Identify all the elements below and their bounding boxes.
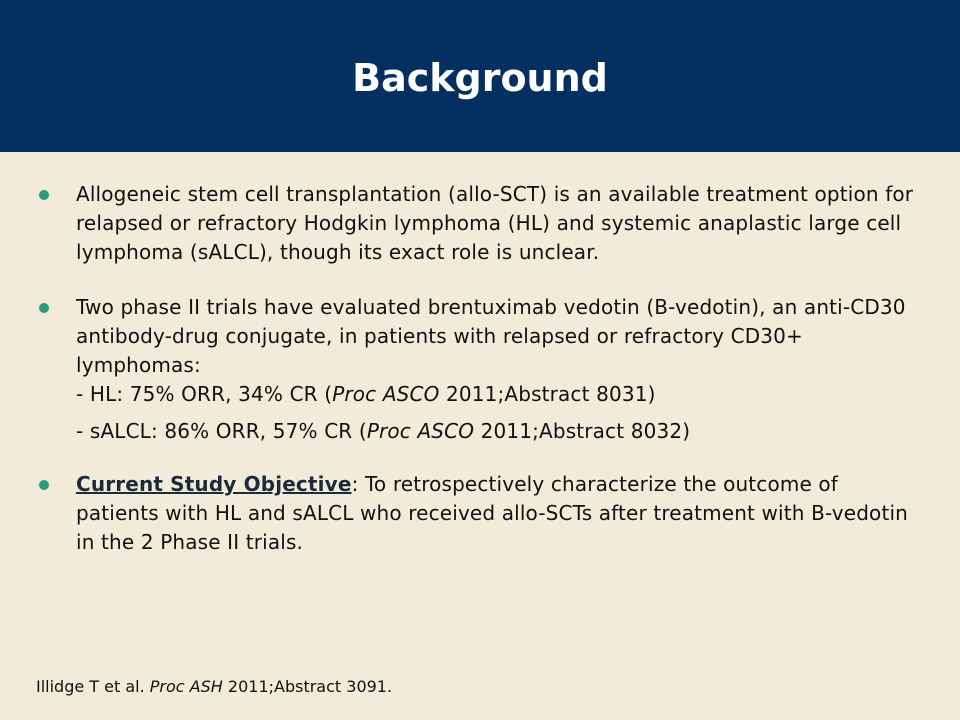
sub-item-suffix: 2011;Abstract 8032) [474, 419, 691, 443]
sub-item-prefix: - sALCL: 86% ORR, 57% CR ( [76, 419, 367, 443]
sub-item-prefix: - HL: 75% ORR, 34% CR ( [76, 382, 333, 406]
bullet-item [36, 180, 916, 267]
sub-item-hl [76, 380, 916, 409]
sub-item-suffix: 2011;Abstract 8031) [439, 382, 656, 406]
journal-name: Proc ASCO [332, 382, 440, 406]
bullet-list [36, 176, 916, 557]
bullet-dot-icon [39, 480, 49, 490]
citation-journal: Proc ASH [149, 677, 223, 696]
bullet-item [36, 470, 916, 557]
bullet-text: Two phase II trials have evaluated brentuximab vedotin (B-vedotin), an anti-CD30 antibody-drug conjugate, in patients with relapsed or refractory CD30+ lymphomas: [76, 295, 906, 377]
citation-footer [36, 676, 392, 698]
bullet-text: Allogeneic stem cell transplantation (allo-SCT) is an available treatment option for relapsed or refractory Hodgkin lymphoma (HL) and systemic anaplastic large cell lymphoma (sALCL), though its exact role is unclear. [76, 182, 914, 264]
bullet-text [76, 470, 916, 557]
citation-suffix: 2011;Abstract 3091. [222, 677, 393, 696]
citation-authors: Illidge T et al. [36, 677, 150, 696]
sub-item-salcl [76, 417, 916, 446]
objective-label: Current Study Objective [76, 472, 352, 496]
bullet-dot-icon [39, 303, 49, 313]
bullet-dot-icon [39, 190, 49, 200]
journal-name: Proc ASCO [366, 419, 475, 443]
slide-title: Background [352, 56, 608, 100]
bullet-item [36, 293, 916, 446]
title-bar [0, 0, 960, 152]
objective-text: : To retrospectively characterize the outcome of patients with HL and sALCL who received allo-SCTs after treatment with B-vedotin in the 2 Phase II trials. [76, 472, 908, 554]
